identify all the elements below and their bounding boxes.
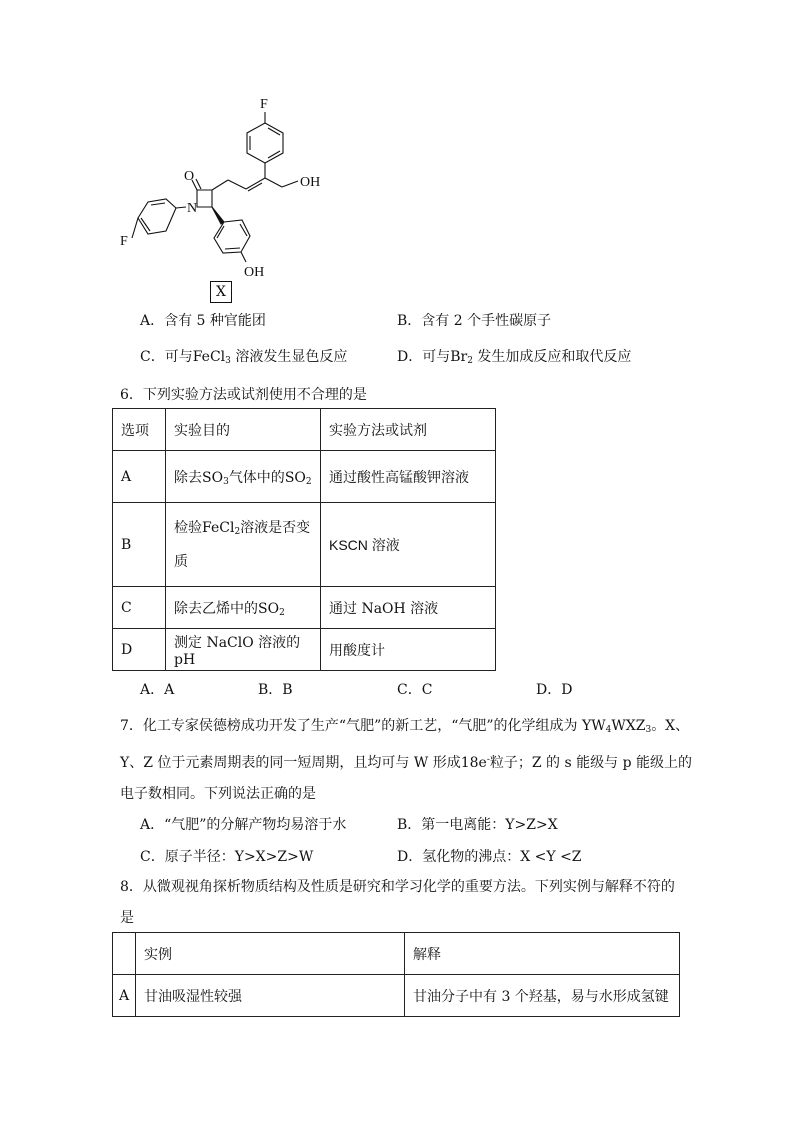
q6-row-d-option: D [113,629,166,671]
q6-row-b-option: B [113,503,166,587]
q6-table [112,408,496,671]
q6-header-purpose: 实验目的 [166,409,321,451]
q6-header-row [113,409,496,451]
q8-stem-line1: 8．从微观视角探析物质结构及性质是研究和学习化学的重要方法。下列实例与解释不符的 [120,879,675,895]
molecule-label: X [210,281,232,303]
q8-header-row [113,933,680,975]
q8-header-example: 实例 [136,933,405,975]
q6-row-c-method: 通过 NaOH 溶液 [321,587,496,629]
q6-stem: 6．下列实验方法或试剂使用不合理的是 [120,387,367,403]
q7-option-d: D．氢化物的沸点：X <Y <Z [397,849,582,865]
q7-stem-line2: Y、Z 位于元素周期表的同一短周期，且均可与 W 形成18e-粒子；Z 的 s 能级与 p 能级上的 [120,755,692,771]
q6-row-b-purpose: 检验FeCl$_2$溶液是否变 质 [166,503,321,587]
molecule-structure [110,90,340,280]
q6-row-a-method: 通过酸性高锰酸钾溶液 [321,451,496,503]
q8-row-a-option: A [113,975,136,1017]
table-row [113,587,496,629]
q6-row-d-method: 用酸度计 [321,629,496,671]
atom-o-ketone: O [184,169,195,184]
q8-row-a-example: 甘油吸湿性较强 [136,975,405,1017]
q6-option-a: A．A [140,682,175,698]
q6-header-option: 选项 [113,409,166,451]
atom-f-top: F [260,97,268,112]
atom-oh-bottom: OH [244,265,265,280]
q7-stem-line3: 电子数相同。下列说法正确的是 [120,786,316,802]
table-row [113,975,680,1017]
table-row [113,503,496,587]
q7-stem-line1: 7．化工专家侯德榜成功开发了生产“气肥”的新工艺，“气肥”的化学组成为 $YW_4WXZ_3$。X、 [120,718,690,735]
q6-row-b-method: KSCN 溶液 [321,503,496,587]
beta-lactam-ring [197,190,212,207]
q6-row-d-purpose: 测定 NaClO 溶液的 pH [166,629,321,671]
q6-option-c: C．C [397,682,433,698]
q5-option-b: B．含有 2 个手性碳原子 [397,313,552,329]
q7-option-c: C．原子半径：Y>X>Z>W [140,849,314,865]
q7-option-a: A．“气肥”的分解产物均易溶于水 [140,817,347,833]
q8-stem-line2: 是 [120,910,134,926]
q6-row-c-option: C [113,587,166,629]
q7-option-b: B．第一电离能：Y>Z>X [397,817,558,833]
atom-oh-right: OH [300,175,321,190]
table-row [113,451,496,503]
q6-option-d: D．D [536,682,573,698]
q6-row-a-purpose: 除去$SO_3$气体中的$SO_2$ [166,451,321,503]
q8-header-explanation: 解释 [405,933,680,975]
q5-option-c: C．可与FeCl$_3$ 溶液发生显色反应 [140,349,348,366]
table-row [113,629,496,671]
atom-f-left: F [120,234,128,249]
q5-option-a: A．含有 5 种官能团 [140,313,266,329]
q6-header-method: 实验方法或试剂 [321,409,496,451]
q6-row-a-option: A [113,451,166,503]
q8-table [112,932,680,1017]
q8-header-option [113,933,136,975]
top-phenyl-ring [247,123,283,163]
q6-row-c-purpose: 除去乙烯中的$SO_2$ [166,587,321,629]
atom-n: N [187,201,198,216]
q8-row-a-explanation: 甘油分子中有 3 个羟基，易与水形成氢键 [405,975,680,1017]
q6-option-b: B．B [258,682,293,698]
q5-option-d: D．可与$Br_2$ 发生加成反应和取代反应 [397,349,632,366]
